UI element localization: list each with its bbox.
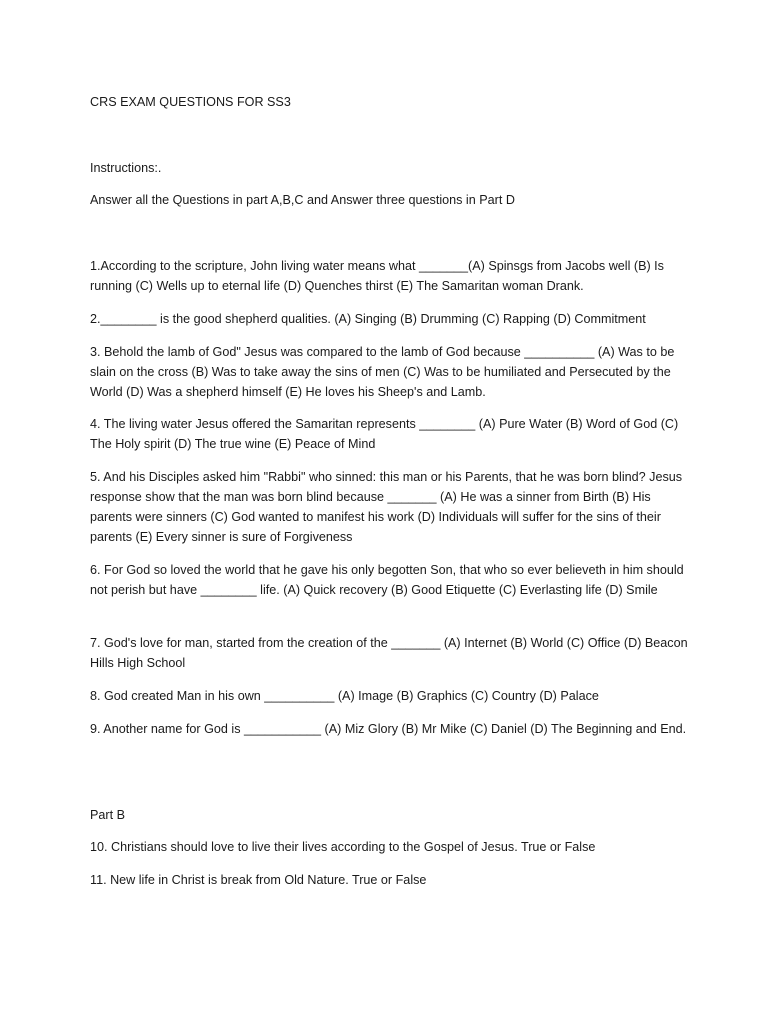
question-6: 6. For God so loved the world that he gave his only begotten Son, that who so ever believeth in him should not perish but have ________ life. (A) Quick recovery (B) Good Etiquette (C) Everlasting life (D) Smile [90,563,684,597]
question-9: 9. Another name for God is ___________ (A) Miz Glory (B) Mr Mike (C) Daniel (D) The Beginning and End. [90,722,687,736]
question-10: 10. Christians should love to live their lives according to the Gospel of Jesus. True or False [90,840,596,854]
question-1: 1.According to the scripture, John living water means what _______(A) Spinsgs from Jacobs well (B) Is running (C) Wells up to eternal life (D) Quenches thirst (E) The Samaritan woman Drank. [90,259,664,293]
question-2: 2.________ is the good shepherd qualities. (A) Singing (B) Drumming (C) Rapping (D) Commitment [90,312,646,326]
question-3: 3. Behold the lamb of God" Jesus was compared to the lamb of God because __________ (A) Was to be slain on the cross (B) Was to take away the sins of men (C) Was to be humiliated and Persecuted by the World (D) Was a shepherd himself (E) He loves his Sheep's and Lamb. [90,345,675,399]
question-5: 5. And his Disciples asked him "Rabbi" who sinned: this man or his Parents, that he was born blind? Jesus response show that the man was born blind because _______ (A) He was a sinner from Birth (B) His parents were sinners (C) God wanted to manifest his work (D) Individuals will suffer for the sins of their parents (E) Every sinner is sure of Forgiveness [90,470,683,544]
question-11: 11. New life in Christ is break from Old Nature. True or False [90,873,427,887]
question-8: 8. God created Man in his own __________ (A) Image (B) Graphics (C) Country (D) Palace [90,689,599,703]
instructions-text: Answer all the Questions in part A,B,C and Answer three questions in Part D [90,193,515,207]
question-4: 4. The living water Jesus offered the Samaritan represents ________ (A) Pure Water (B) Word of God (C) The Holy spirit (D) The true wine (E) Peace of Mind [90,417,679,451]
instructions-heading: Instructions:. [90,161,162,175]
document-title: CRS EXAM QUESTIONS FOR SS3 [90,95,291,109]
question-7: 7. God's love for man, started from the creation of the _______ (A) Internet (B) World (C) Office (D) Beacon Hills High School [90,636,688,670]
part-b-heading: Part B [90,808,125,822]
